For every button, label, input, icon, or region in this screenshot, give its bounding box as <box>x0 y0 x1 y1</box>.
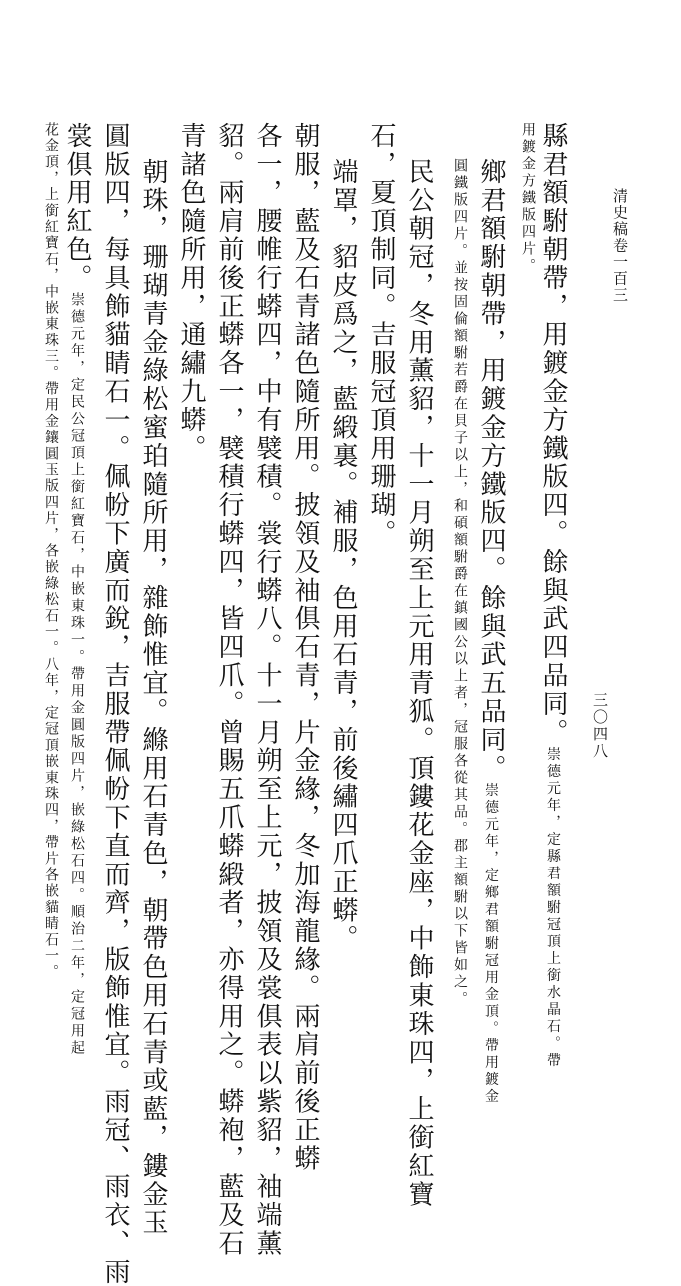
annotation-column-15: 花金頂，上銜紅寶石，中嵌東珠三。帶用金鑲圓玉版四片，各嵌綠松石一。八年，定冠頂嵌東珠四，帶片各嵌貓睛石一。 <box>43 122 59 981</box>
text-column-6: 石，夏頂制同。吉服冠頂用珊瑚。 <box>366 122 396 548</box>
text-column-3 <box>478 158 504 1106</box>
text-column-14 <box>64 122 90 1057</box>
main-text: 縣君額駙朝帶，用鍍金方鐵版四。餘與武四品同。 <box>538 122 568 747</box>
main-text: 鄉君額駙朝帶，用鍍金方鐵版四。餘與武五品同。 <box>476 158 506 783</box>
text-column-12: 朝珠，珊瑚青金綠松蜜珀隨所用，雜飾惟宜。縧用石青色，朝帶色用石青或藍，鏤金玉 <box>138 158 168 1238</box>
text-column-13: 圓版四，每具飾貓睛石一。佩帉下廣而銳，吉服帶佩帉下直而齊，版飾惟宜。雨冠、雨衣、雨 <box>100 122 130 1286</box>
era-name-box: 崇德 <box>483 782 499 817</box>
page-number: 三〇四八 <box>591 692 609 760</box>
annotation-text: 元年，定民公冠頂上銜紅寶石，中嵌東珠一。帶用金圓版四片，嵌綠松石四。 <box>69 326 85 905</box>
text-column-1 <box>540 122 566 1070</box>
text-column-8: 朝服，藍及石青諸色隨所用。披領及袖俱石青，片金緣，冬加海龍緣。兩肩前後正蟒 <box>290 122 320 1173</box>
text-column-9: 各一，腰帷行蟒四，中有襞積。裳行蟒八。十一月朔至上元，披領及裳俱表以紫貂，袖端薰 <box>252 122 282 1258</box>
text-column-10: 貂。兩肩前後正蟒各一，襞積行蟒四，皆四爪。曾賜五爪蟒緞者，亦得用之。蟒袍，藍及石 <box>214 122 244 1258</box>
annotation-text: 元年，定鄉君額駙冠用金頂。帶用鍍金 <box>483 816 499 1106</box>
text-column-11: 青諸色隨所用，通繡九蟒。 <box>176 122 206 463</box>
main-text: 裳俱用紅色。 <box>62 122 92 293</box>
book-title-header: 清史稿卷一百三 <box>611 188 629 304</box>
text-column-5: 民公朝冠，冬用薰貂，十一月朔至上元用青狐。頂鏤花金座，中飾東珠四，上銜紅寶 <box>404 158 434 1209</box>
annotation-column-2: 用鍍金方鐵版四片。 <box>520 122 536 275</box>
annotation-text: 二年，定冠用起 <box>69 938 85 1058</box>
era-name-box: 崇德 <box>545 746 561 781</box>
annotation-column-4: 圓鐵版四片。並按固倫額駙若爵在貝子以上，和碩額駙爵在鎮國公以上者，冠服各從其品。郡主額駙以下皆如之。 <box>452 158 468 1008</box>
era-name-box: 順治 <box>69 904 85 939</box>
text-column-7: 端罩，貂皮爲之，藍緞裏。補服，色用石青，前後繡四爪正蟒。 <box>328 158 358 954</box>
era-name-box: 崇德 <box>69 292 85 327</box>
annotation-text: 元年，定縣君額駙冠頂上銜水晶石。帶 <box>545 780 561 1070</box>
